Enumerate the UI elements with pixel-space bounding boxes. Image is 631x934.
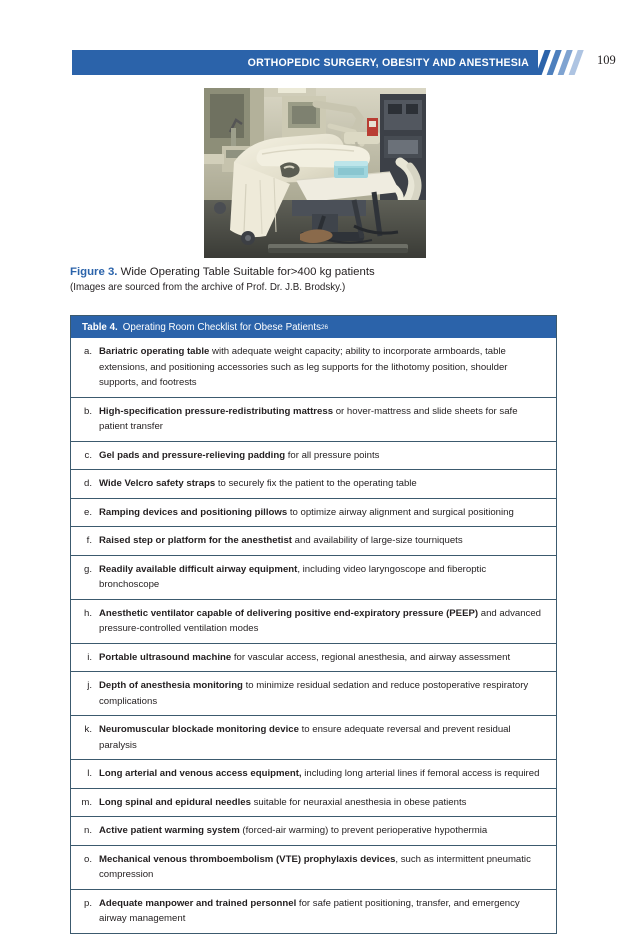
row-text-emphasis: Long spinal and epidural needles: [99, 796, 251, 808]
row-text-body: , such as intermittent pneumatic compression: [99, 853, 531, 880]
table-row: [71, 526, 556, 555]
row-text: [99, 896, 546, 927]
table-caption-bar: [71, 316, 556, 338]
table-row: [71, 555, 556, 599]
table-caption-superscript: 26: [320, 323, 329, 331]
table-row: [71, 759, 556, 788]
figure-3-photograph: [204, 88, 426, 258]
table-row: [71, 469, 556, 498]
row-marker: h.: [83, 607, 92, 619]
row-text-emphasis: Anesthetic ventilator capable of delivering positive end-expiratory pressure (PEEP): [99, 607, 479, 619]
row-text: [99, 795, 546, 811]
table-row: [71, 889, 556, 933]
row-text: [99, 562, 546, 593]
row-text-emphasis: Raised step or platform for the anesthetist: [99, 535, 292, 546]
figure-caption: [70, 265, 560, 295]
table-row: [71, 845, 556, 889]
row-marker: l.: [87, 768, 92, 779]
row-text: [99, 766, 546, 782]
figure-caption-text: Wide Operating Table Suitable for>400 kg patients: [117, 266, 375, 278]
table-caption-label: Table 4.: [82, 321, 118, 333]
table-row: [71, 671, 556, 715]
row-text: [99, 344, 546, 391]
row-marker: i.: [87, 651, 92, 663]
table-caption-text: Operating Room Checklist for Obese Patients: [122, 321, 321, 333]
row-marker: g.: [83, 563, 92, 575]
row-text-body: for vascular access, regional anesthesia, and airway assessment: [231, 651, 511, 663]
row-marker: a.: [83, 346, 92, 357]
row-text-body: for all pressure points: [285, 449, 380, 461]
table-row: [71, 599, 556, 643]
row-text: [99, 823, 546, 839]
table-row: [71, 338, 556, 397]
row-text-emphasis: Adequate manpower and trained personnel: [99, 897, 297, 909]
row-text-emphasis: Readily available difficult airway equipment: [99, 563, 298, 575]
row-marker: d.: [83, 478, 92, 489]
row-text-emphasis: Neuromuscular blockade monitoring device: [99, 724, 299, 735]
row-text-body: suitable for neuraxial anesthesia in obese patients: [250, 796, 467, 808]
table-row: [71, 643, 556, 672]
row-text: [99, 678, 546, 709]
table-row: [71, 498, 556, 527]
row-text-body: , including video laryngoscope and fiberoptic bronchoscope: [99, 563, 487, 590]
figure-caption-label: Figure 3.: [70, 266, 118, 278]
table-4-operating-room-checklist: [70, 315, 557, 934]
row-text-body: with adequate weight capacity; ability to incorporate armboards, table extensions, and positioning accessories such as leg supports for the lithotomy position, shoulder supports, and footrests: [99, 346, 508, 388]
row-text-body: including long arterial lines if femoral access is required: [301, 768, 540, 779]
row-text-emphasis: Bariatric operating table: [99, 346, 210, 357]
page-number: 109: [597, 53, 616, 67]
row-text-body: to securely fix the patient to the operating table: [215, 478, 417, 489]
row-text-emphasis: Ramping devices and positioning pillows: [99, 506, 288, 518]
row-marker: n.: [83, 825, 92, 836]
row-text-emphasis: Active patient warming system: [99, 825, 240, 836]
row-text: [99, 606, 546, 637]
figure-caption-source: (Images are sourced from the archive of Prof. Dr. J.B. Brodsky.): [70, 282, 346, 293]
row-text-body: to ensure adequate reversal and prevent residual paralysis: [99, 724, 511, 751]
row-text-body: and availability of large-size tourniquets: [291, 535, 463, 546]
row-marker: k.: [84, 724, 92, 735]
row-marker: o.: [83, 853, 92, 865]
table-row: [71, 441, 556, 470]
row-text: [99, 476, 546, 492]
row-marker: f.: [86, 535, 92, 546]
row-text: [99, 852, 546, 883]
row-text-emphasis: Depth of anesthesia monitoring: [99, 680, 243, 691]
row-text-body: to optimize airway alignment and surgical positioning: [287, 506, 514, 518]
table-row: [71, 788, 556, 817]
row-text-body: to minimize residual sedation and reduce postoperative respiratory complications: [99, 680, 529, 707]
row-text: [99, 533, 546, 549]
row-text-emphasis: High-specification pressure-redistributing mattress: [99, 405, 334, 417]
table-row: [71, 816, 556, 845]
header-stripes-decoration: [538, 50, 584, 75]
checklist-rows: [71, 338, 556, 933]
row-text-body: and advanced pressure-controlled ventilation modes: [99, 607, 542, 634]
row-text: [99, 650, 546, 666]
row-marker: b.: [83, 405, 92, 417]
row-text: [99, 505, 546, 521]
figure-caption-line: [70, 265, 560, 280]
row-marker: j.: [87, 680, 92, 691]
page-header: [72, 50, 631, 76]
row-text-emphasis: Wide Velcro safety straps: [99, 478, 216, 489]
header-banner: [72, 50, 538, 75]
row-text-emphasis: Mechanical venous thromboembolism (VTE) prophylaxis devices: [99, 853, 396, 865]
row-text-body: or hover-mattress and slide sheets for safe patient transfer: [99, 405, 518, 432]
row-marker: m.: [81, 796, 92, 808]
row-marker: e.: [83, 506, 92, 518]
row-text-emphasis: Long arterial and venous access equipment,: [99, 768, 302, 779]
row-text: [99, 722, 546, 753]
row-text-body: for safe patient positioning, transfer, and emergency airway management: [99, 897, 520, 924]
table-row: [71, 397, 556, 441]
row-marker: c.: [84, 449, 92, 461]
row-text-emphasis: Gel pads and pressure-relieving padding: [99, 449, 286, 461]
row-text: [99, 448, 546, 464]
row-text-body: (forced-air warming) to prevent perioperative hypothermia: [239, 825, 488, 836]
row-text-emphasis: Portable ultrasound machine: [99, 651, 232, 663]
row-text: [99, 404, 546, 435]
header-title: ORTHOPEDIC SURGERY, OBESITY AND ANESTHESIA: [247, 56, 529, 69]
table-row: [71, 715, 556, 759]
row-marker: p.: [83, 897, 92, 909]
